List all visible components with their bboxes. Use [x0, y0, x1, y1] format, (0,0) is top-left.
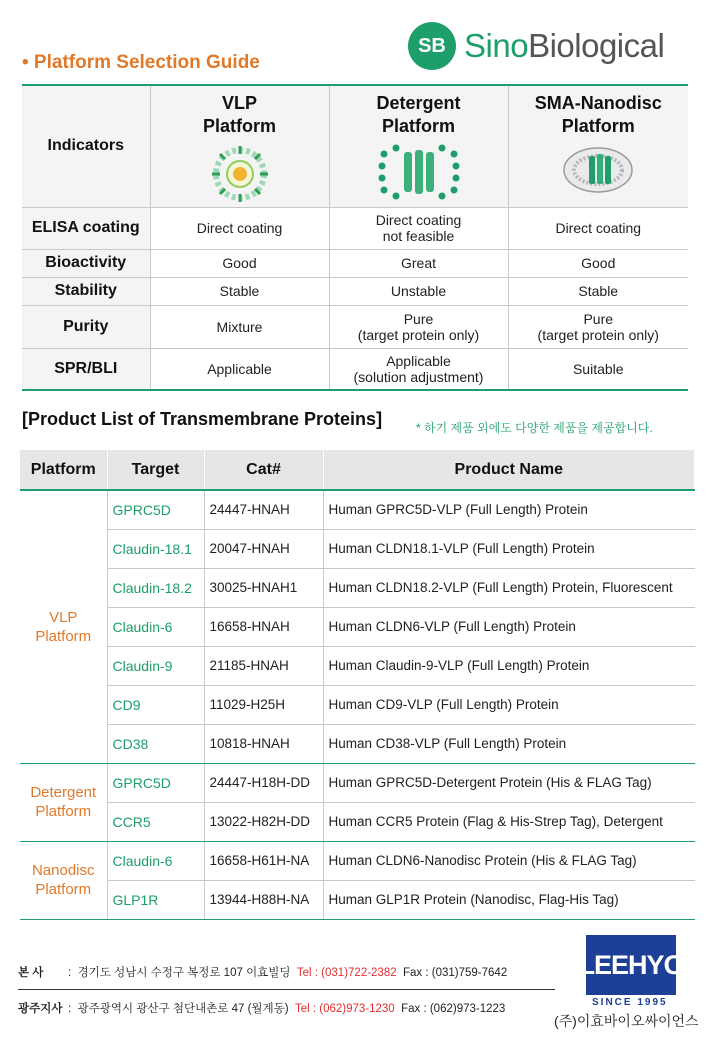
vlp-title-2: Platform: [202, 116, 276, 136]
cat-cell: 24447-H18H-DD: [204, 763, 323, 802]
table-row: [20, 841, 695, 880]
hq-fax: Fax : (031)759-7642: [403, 967, 508, 979]
table-row: [20, 529, 695, 568]
target-cell[interactable]: Claudin-6: [107, 841, 204, 880]
stability-vlp: Stable: [219, 283, 260, 299]
table-row: [20, 568, 695, 607]
product-name-cell: Human CCR5 Protein (Flag & His-Strep Tag), Detergent: [323, 802, 695, 841]
product-name-cell: Human GPRC5D-Detergent Protein (His & FLAG Tag): [323, 763, 695, 802]
product-list-title: [Product List of Transmembrane Proteins]: [22, 409, 383, 429]
product-name-cell: Human CLDN6-Nanodisc Protein (His & FLAG Tag): [323, 841, 695, 880]
product-name-cell: Human GLP1R Protein (Nanodisc, Flag-His Tag): [323, 880, 695, 919]
row-label-bioactivity: Bioactivity: [22, 249, 150, 277]
nanodisc-title-1: SMA-Nanodisc: [534, 93, 662, 113]
bioactivity-nanodisc: Good: [581, 255, 616, 271]
table-row: [20, 880, 695, 919]
table-row: [20, 802, 695, 841]
col-platform: Platform: [20, 450, 107, 490]
cat-cell: 13944-H88H-NA: [204, 880, 323, 919]
cat-cell: 20047-HNAH: [204, 529, 323, 568]
product-name-cell: Human CD38-VLP (Full Length) Protein: [323, 724, 695, 763]
cat-cell: 10818-HNAH: [204, 724, 323, 763]
row-label-elisa: ELISA coating: [22, 207, 150, 249]
group-nanodisc-2: Platform: [35, 881, 92, 898]
product-name-cell: Human CLDN6-VLP (Full Length) Protein: [323, 607, 695, 646]
purity-vlp: Mixture: [216, 318, 263, 335]
hq-address: 경기도 성남시 수정구 복정로 107 이효빌딩: [77, 967, 291, 979]
detergent-title-2: Platform: [381, 116, 455, 136]
hq-tel: Tel : (031)722-2382: [296, 967, 397, 979]
purity-detergent-2: (target protein only): [357, 326, 480, 343]
elisa-detergent-1: Direct coating: [375, 212, 462, 228]
table-row: [20, 724, 695, 763]
purity-nanodisc-1: Pure: [583, 310, 614, 327]
spr-detergent-2: (solution adjustment): [353, 368, 484, 385]
guide-title: • Platform Selection Guide: [22, 52, 260, 73]
leehyo-logo: LEEHYO: [586, 935, 676, 995]
row-label-stability: Stability: [22, 277, 150, 305]
cat-cell: 11029-H25H: [204, 685, 323, 724]
row-label-purity: Purity: [22, 305, 150, 348]
target-cell[interactable]: Claudin-18.2: [107, 568, 204, 607]
col-target: Target: [107, 450, 204, 490]
cat-cell: 16658-HNAH: [204, 607, 323, 646]
platform-selection-table: [22, 84, 688, 391]
cat-cell: 21185-HNAH: [204, 646, 323, 685]
group-vlp: [20, 490, 107, 763]
branch-label: 광주지사: [18, 1003, 63, 1015]
hq-label: 본 사: [18, 967, 44, 979]
group-vlp-2: Platform: [35, 627, 92, 645]
target-cell[interactable]: GPRC5D: [107, 763, 204, 802]
target-cell[interactable]: GLP1R: [107, 880, 204, 919]
cat-cell: 30025-HNAH1: [204, 568, 323, 607]
brand-name-sino: Sino: [464, 27, 529, 64]
stability-detergent: Unstable: [390, 283, 447, 299]
target-cell[interactable]: CCR5: [107, 802, 204, 841]
table-row: [20, 490, 695, 529]
nanodisc-platform-header: [508, 85, 688, 207]
branch-address: 광주광역시 광산구 첨단내촌로 47 (월계동): [77, 1003, 289, 1015]
brand-name: [464, 27, 664, 65]
table-row: [20, 607, 695, 646]
stability-nanodisc: Stable: [578, 283, 619, 299]
hq-address-line: 본 사 : 경기도 성남시 수정구 복정로 107 이효빌딩 Tel : (031)722-2382 Fax : (031)759-7642: [18, 964, 507, 980]
sino-biological-logo: [408, 20, 664, 72]
detergent-micelle-icon: [374, 144, 464, 200]
purity-detergent-1: Pure: [403, 310, 434, 327]
group-nanodisc-1: Nanodisc: [31, 862, 95, 879]
cat-cell: 24447-HNAH: [204, 490, 323, 529]
product-name-cell: Human Claudin-9-VLP (Full Length) Protein: [323, 646, 695, 685]
vlp-platform-header: [150, 85, 329, 207]
spr-vlp: Applicable: [207, 360, 272, 377]
group-nanodisc: [20, 841, 107, 919]
group-detergent: [20, 763, 107, 841]
group-detergent-1: Detergent: [30, 784, 97, 801]
spr-nanodisc: Suitable: [572, 360, 624, 377]
sb-badge-icon: SB: [408, 22, 456, 70]
cat-cell: 16658-H61H-NA: [204, 841, 323, 880]
col-product-name: Product Name: [323, 450, 695, 490]
product-list-table: [20, 450, 695, 920]
table-row: [20, 685, 695, 724]
cat-cell: 13022-H82H-DD: [204, 802, 323, 841]
target-cell[interactable]: Claudin-6: [107, 607, 204, 646]
detergent-platform-header: [329, 85, 508, 207]
branch-fax: Fax : (062)973-1223: [401, 1003, 506, 1015]
product-name-cell: Human CLDN18.1-VLP (Full Length) Protein: [323, 529, 695, 568]
purity-nanodisc-2: (target protein only): [537, 326, 659, 343]
nanodisc-title-2: Platform: [561, 116, 635, 136]
table-row: [20, 646, 695, 685]
brand-name-biological: Biological: [528, 27, 665, 64]
target-cell[interactable]: CD9: [107, 685, 204, 724]
vlp-particle-icon: [205, 144, 275, 202]
indicators-header: Indicators: [22, 85, 150, 207]
target-cell[interactable]: Claudin-18.1: [107, 529, 204, 568]
bioactivity-vlp: Good: [222, 255, 257, 271]
product-name-cell: Human GPRC5D-VLP (Full Length) Protein: [323, 490, 695, 529]
target-cell[interactable]: CD38: [107, 724, 204, 763]
elisa-detergent-2: not feasible: [382, 228, 455, 244]
row-label-spr-bli: SPR/BLI: [22, 348, 150, 390]
branch-tel: Tel : (062)973-1230: [294, 1003, 395, 1015]
target-cell[interactable]: GPRC5D: [107, 490, 204, 529]
product-name-cell: Human CD9-VLP (Full Length) Protein: [323, 685, 695, 724]
elisa-vlp: Direct coating: [196, 220, 283, 236]
table-row: [20, 763, 695, 802]
company-name: (주)이효바이오싸이언스: [554, 1013, 699, 1029]
vlp-title-1: VLP: [221, 93, 257, 113]
elisa-nanodisc: Direct coating: [555, 220, 642, 236]
spr-detergent-1: Applicable: [386, 352, 451, 369]
group-detergent-2: Platform: [35, 803, 92, 820]
branch-address-line: 광주지사 : 광주광역시 광산구 첨단내촌로 47 (월계동) Tel : (062)973-1230 Fax : (062)973-1223: [18, 1000, 505, 1016]
footer-divider: [18, 989, 555, 990]
detergent-title-1: Detergent: [376, 93, 461, 113]
since-label: SINCE 1995: [592, 997, 668, 1008]
group-vlp-1: VLP: [49, 608, 78, 626]
product-name-cell: Human CLDN18.2-VLP (Full Length) Protein, Fluorescent: [323, 568, 695, 607]
bioactivity-detergent: Great: [400, 255, 436, 271]
col-cat: Cat#: [204, 450, 323, 490]
nanodisc-icon: [561, 144, 635, 196]
product-list-note: * 하기 제품 외에도 다양한 제품을 제공합니다.: [416, 421, 653, 435]
target-cell[interactable]: Claudin-9: [107, 646, 204, 685]
